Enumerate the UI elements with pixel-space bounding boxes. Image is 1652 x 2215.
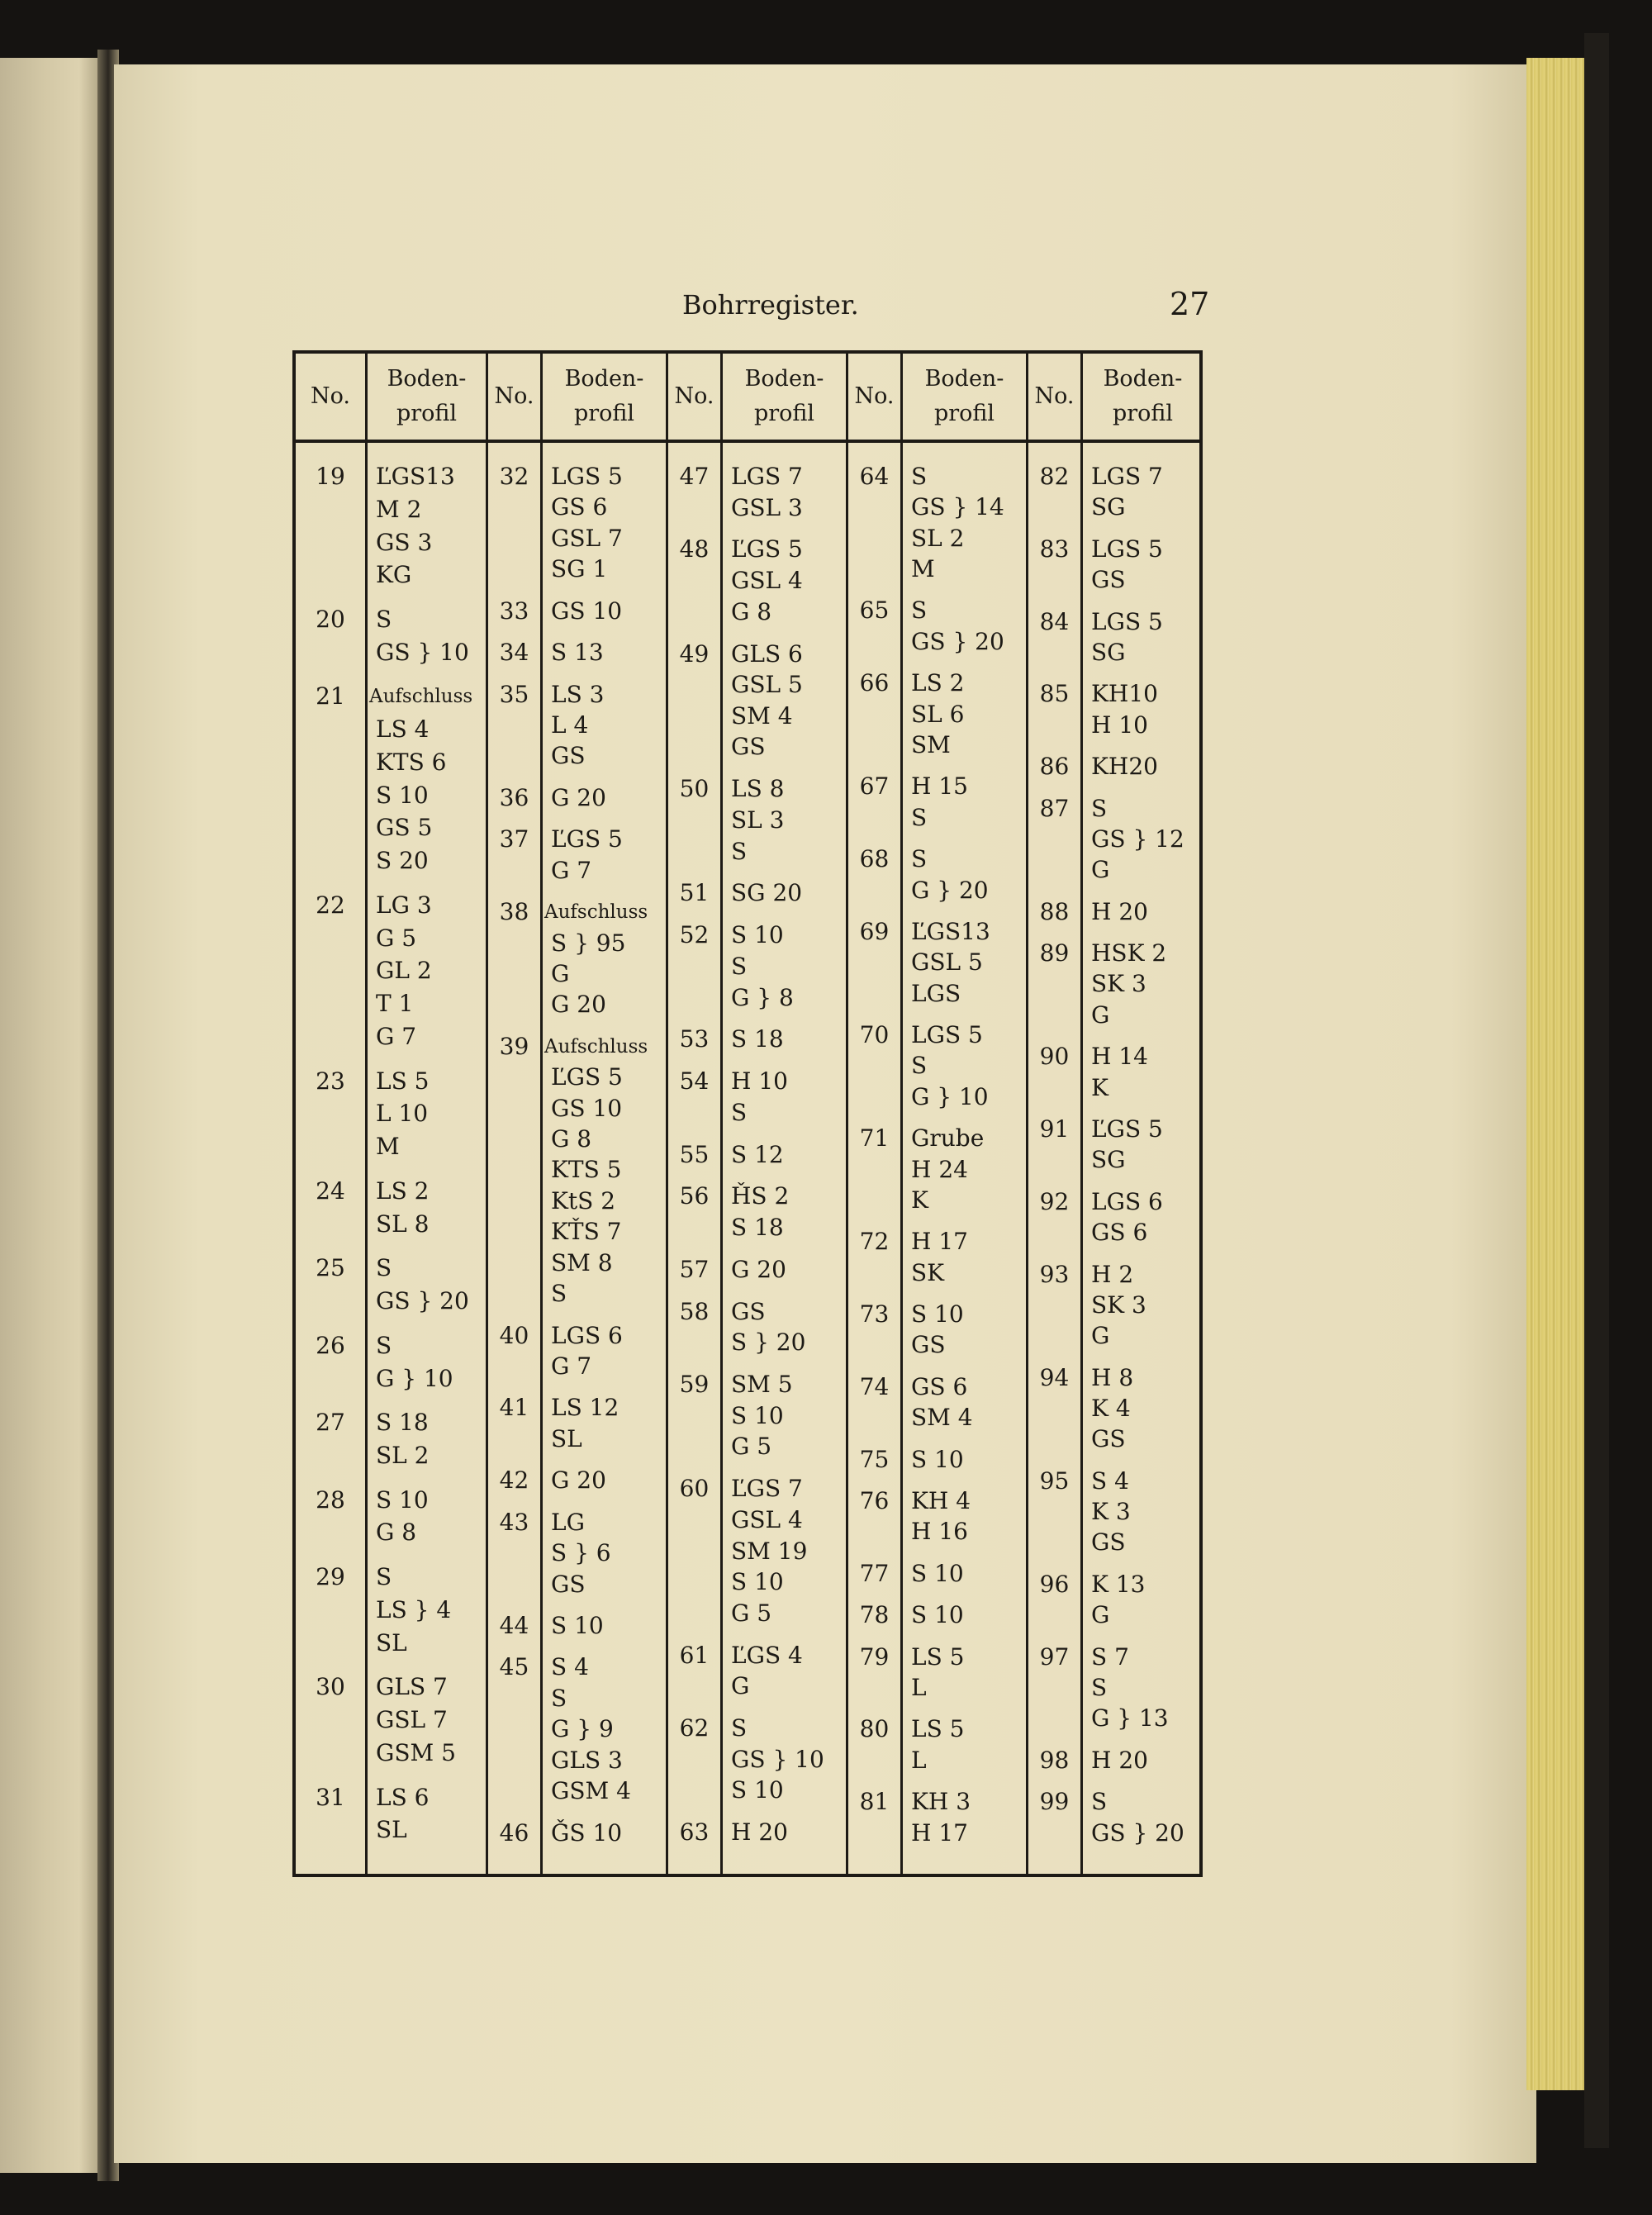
soil-profile-entry: LS 5 [376, 1067, 430, 1095]
soil-profile-entry: G [1091, 1322, 1110, 1350]
soil-profile-entry: S [1091, 1674, 1108, 1702]
column-rule [900, 354, 903, 1874]
soil-profile-entry: GSL 3 [731, 493, 803, 521]
soil-profile-entry: GS 10 [551, 597, 623, 625]
soil-profile-entry: G 7 [551, 856, 592, 884]
soil-profile-entry: HSK 2 [1091, 939, 1167, 967]
soil-profile-entry: S 10 [911, 1300, 964, 1329]
soil-profile-entry: GS [1091, 566, 1126, 594]
row-number: 73 [859, 1300, 890, 1329]
soil-profile-entry: LS 6 [376, 1783, 430, 1811]
row-number: 27 [316, 1409, 345, 1437]
soil-profile-entry: GSL 7 [551, 524, 623, 552]
row-number: 79 [859, 1642, 890, 1671]
row-number: 85 [1039, 680, 1070, 708]
soil-profile-entry: S [911, 845, 928, 873]
soil-profile-entry: LGS 5 [551, 463, 623, 490]
soil-profile-entry: SK [911, 1258, 945, 1286]
soil-profile-entry: G } 10 [376, 1364, 453, 1392]
soil-profile-entry: S [376, 1254, 392, 1282]
row-number: 55 [679, 1140, 710, 1168]
soil-profile-entry: S [911, 1052, 928, 1080]
soil-profile-entry: GLS 3 [551, 1746, 623, 1774]
soil-profile-entry: S 10 [731, 1776, 784, 1804]
soil-profile-entry: G [551, 960, 570, 987]
row-number: 69 [859, 917, 890, 945]
soil-profile-entry: Aufschluss [369, 686, 473, 708]
header-no: No. [494, 383, 534, 409]
row-number: 45 [499, 1653, 529, 1681]
soil-profile-entry: LGS 6 [1091, 1187, 1163, 1215]
soil-profile-entry: SL [551, 1424, 582, 1452]
soil-profile-entry: SK 3 [1091, 1290, 1146, 1319]
row-number: 84 [1039, 607, 1070, 635]
soil-profile-entry: G 20 [551, 1466, 606, 1495]
soil-profile-entry: GSM 4 [551, 1777, 631, 1805]
soil-profile-entry: LS } 4 [376, 1595, 452, 1623]
soil-profile-entry: G 8 [731, 597, 772, 625]
soil-profile-entry: S [376, 1331, 392, 1359]
row-number: 91 [1039, 1115, 1070, 1143]
soil-profile-entry: LS 12 [551, 1394, 620, 1422]
row-number: 76 [859, 1487, 890, 1515]
soil-profile-entry: SM 4 [911, 1404, 973, 1432]
row-number: 56 [679, 1182, 710, 1210]
row-number: 35 [499, 680, 529, 708]
row-number: 83 [1039, 535, 1070, 563]
soil-profile-entry: S 20 [376, 847, 429, 875]
row-number: 36 [499, 783, 529, 811]
row-number: 66 [859, 669, 890, 697]
soil-profile-entry: G } 9 [551, 1715, 614, 1743]
soil-profile-entry: SG 1 [551, 555, 608, 583]
soil-profile-entry: GSM 5 [376, 1738, 456, 1766]
row-number: 58 [679, 1297, 710, 1325]
soil-profile-entry: H 20 [1091, 897, 1148, 925]
row-number: 72 [859, 1228, 890, 1256]
soil-profile-entry: GS } 12 [1091, 825, 1184, 853]
soil-profile-entry: S 4 [1091, 1466, 1129, 1495]
row-number: 77 [859, 1559, 890, 1587]
soil-profile-entry: ĽGS 7 [731, 1475, 803, 1503]
soil-profile-entry: LGS 6 [551, 1321, 623, 1349]
soil-profile-entry: S 12 [731, 1140, 784, 1168]
soil-profile-entry: ǦS 10 [551, 1818, 623, 1847]
soil-profile-entry: SG 20 [731, 879, 803, 907]
soil-profile-entry: ĽGS 5 [551, 1063, 623, 1091]
soil-profile-entry: KH 4 [911, 1487, 971, 1515]
row-number: 64 [859, 463, 890, 490]
row-number: 57 [679, 1255, 710, 1283]
soil-profile-entry: L [911, 1746, 927, 1774]
soil-profile-entry: GSL 4 [731, 567, 803, 595]
soil-profile-entry: H 2 [1091, 1260, 1134, 1288]
soil-profile-entry: S 10 [731, 1401, 784, 1429]
row-number: 94 [1039, 1363, 1070, 1391]
soil-profile-entry: G 8 [551, 1125, 592, 1153]
soil-profile-entry: SG [1091, 638, 1126, 666]
row-number: 93 [1039, 1260, 1070, 1288]
column-rule [365, 354, 368, 1874]
row-number: 28 [316, 1485, 345, 1514]
soil-profile-entry: GS 6 [551, 493, 608, 521]
soil-profile-entry: H 20 [731, 1818, 788, 1847]
soil-profile-entry: G } 20 [911, 876, 989, 904]
soil-profile-entry: LS 5 [911, 1715, 965, 1743]
row-number: 37 [499, 825, 529, 853]
soil-profile-entry: SL 3 [731, 806, 785, 834]
soil-profile-entry: GS 3 [376, 528, 433, 556]
soil-profile-entry: T 1 [376, 990, 414, 1018]
soil-profile-entry: LGS 5 [911, 1021, 983, 1049]
bohrregister-table [292, 350, 1203, 1877]
row-number: 62 [679, 1714, 710, 1742]
soil-profile-entry: LS 8 [731, 775, 785, 803]
soil-profile-entry: S [911, 803, 928, 831]
soil-profile-entry: S 18 [731, 1025, 784, 1053]
soil-profile-entry: S [376, 1563, 392, 1591]
row-number: 59 [679, 1371, 710, 1399]
soil-profile-entry: GS [551, 1570, 586, 1598]
soil-profile-entry: GSL 5 [731, 671, 803, 699]
soil-profile-entry: SM [911, 730, 951, 758]
row-number: 34 [499, 639, 529, 667]
row-number: 22 [316, 891, 345, 919]
soil-profile-entry: ĽGS13 [376, 463, 455, 490]
soil-profile-entry: LS 2 [911, 669, 965, 697]
soil-profile-entry: H 20 [1091, 1746, 1148, 1774]
row-number: 47 [679, 463, 710, 490]
soil-profile-entry: ĽGS 5 [551, 825, 623, 853]
row-number: 90 [1039, 1043, 1070, 1071]
row-number: 81 [859, 1788, 890, 1816]
soil-profile-entry: KŤS 7 [551, 1218, 622, 1246]
row-number: 78 [859, 1601, 890, 1629]
row-number: 70 [859, 1021, 890, 1049]
soil-profile-entry: L [911, 1674, 927, 1702]
soil-profile-entry: SL 6 [911, 700, 965, 728]
row-number: 92 [1039, 1187, 1070, 1215]
soil-profile-entry: S 10 [911, 1445, 964, 1473]
soil-profile-entry: GSL 7 [376, 1706, 448, 1734]
soil-profile-entry: GSL 4 [731, 1505, 803, 1533]
soil-profile-entry: SG [1091, 493, 1126, 521]
column-rule [486, 354, 488, 1874]
row-number: 23 [316, 1067, 345, 1095]
row-number: 21 [316, 682, 345, 711]
soil-profile-entry: G 20 [551, 991, 606, 1019]
soil-profile-entry: SM 8 [551, 1248, 613, 1276]
soil-profile-entry: S 13 [551, 639, 604, 667]
soil-profile-entry: LGS 7 [1091, 463, 1163, 490]
page-number: 27 [1170, 286, 1210, 322]
soil-profile-entry: G [1091, 1601, 1110, 1629]
soil-profile-entry: GS } 14 [911, 493, 1004, 521]
soil-profile-entry: G 7 [551, 1352, 592, 1380]
soil-profile-entry: GS 10 [551, 1094, 623, 1122]
soil-profile-entry: LGS 5 [1091, 535, 1163, 563]
row-number: 38 [499, 898, 529, 926]
header-no: No. [674, 383, 714, 409]
soil-profile-entry: ĽGS 4 [731, 1641, 803, 1669]
soil-profile-entry: LS 4 [376, 715, 430, 744]
soil-profile-entry: GS [731, 1297, 766, 1325]
row-number: 61 [679, 1641, 710, 1669]
soil-profile-entry: H 17 [911, 1818, 968, 1847]
soil-profile-entry: S 10 [551, 1611, 604, 1639]
row-number: 39 [499, 1032, 529, 1060]
header-bodenprofil: Boden-profil [564, 366, 644, 426]
soil-profile-entry: LS 5 [911, 1642, 965, 1671]
row-number: 31 [316, 1783, 345, 1811]
soil-profile-entry: S 10 [731, 921, 784, 949]
soil-profile-entry: KTS 6 [376, 748, 447, 776]
header-rule [296, 440, 1199, 443]
soil-profile-entry: SM 5 [731, 1371, 793, 1399]
soil-profile-entry: H 17 [911, 1228, 968, 1256]
soil-profile-entry: S 10 [731, 1568, 784, 1596]
soil-profile-entry: G [731, 1672, 750, 1700]
soil-profile-entry: SL [376, 1628, 407, 1656]
left-page-edge [0, 58, 99, 2173]
row-number: 68 [859, 845, 890, 873]
soil-profile-entry: G [1091, 1001, 1110, 1029]
soil-profile-entry: S 7 [1091, 1642, 1129, 1671]
soil-profile-entry: GS [1091, 1528, 1126, 1557]
soil-profile-entry: KG [376, 561, 412, 589]
soil-profile-entry: S 18 [731, 1214, 784, 1242]
soil-profile-entry: SL 2 [911, 524, 965, 552]
soil-profile-entry: H 14 [1091, 1043, 1148, 1071]
soil-profile-entry: S [911, 597, 928, 625]
soil-profile-entry: H 10 [731, 1067, 788, 1096]
row-number: 71 [859, 1124, 890, 1153]
soil-profile-entry: H 8 [1091, 1363, 1134, 1391]
soil-profile-entry: K [1091, 1073, 1108, 1101]
header-no: No. [1034, 383, 1075, 409]
header-no: No. [854, 383, 895, 409]
soil-profile-entry: GS [551, 742, 586, 770]
row-number: 40 [499, 1321, 529, 1349]
page-edges [1526, 58, 1584, 2090]
soil-profile-entry: GLS 6 [731, 639, 803, 668]
row-number: 53 [679, 1025, 710, 1053]
soil-profile-entry: GS [911, 1331, 946, 1359]
soil-profile-entry: Grube [911, 1124, 985, 1153]
soil-profile-entry: G 5 [731, 1433, 772, 1461]
soil-profile-entry: SM 19 [731, 1537, 808, 1565]
row-number: 26 [316, 1331, 345, 1359]
soil-profile-entry: S [551, 1280, 567, 1308]
row-number: 98 [1039, 1746, 1070, 1774]
soil-profile-entry: S [731, 952, 748, 980]
header-no: No. [311, 383, 350, 409]
soil-profile-entry: LGS 5 [1091, 607, 1163, 635]
soil-profile-entry: K 3 [1091, 1498, 1131, 1526]
row-number: 42 [499, 1466, 529, 1495]
soil-profile-entry: S 4 [551, 1653, 589, 1681]
soil-profile-entry: GS [731, 733, 766, 761]
soil-profile-entry: SM 4 [731, 701, 793, 730]
soil-profile-entry: LGS 7 [731, 463, 803, 490]
soil-profile-entry: M 2 [376, 495, 422, 523]
soil-profile-entry: S 10 [376, 1485, 429, 1514]
soil-profile-entry: ĽGS 5 [1091, 1115, 1163, 1143]
row-number: 60 [679, 1475, 710, 1503]
soil-profile-entry: S [376, 605, 392, 633]
soil-profile-entry: H 15 [911, 772, 968, 801]
soil-profile-entry: M [376, 1133, 400, 1161]
soil-profile-entry: SG [1091, 1146, 1126, 1174]
soil-profile-entry: S 10 [911, 1559, 964, 1587]
soil-profile-entry: S } 6 [551, 1539, 611, 1567]
soil-profile-entry: GS } 10 [731, 1745, 824, 1773]
soil-profile-entry: S [911, 463, 928, 490]
column-rule [720, 354, 723, 1874]
row-number: 44 [499, 1611, 529, 1639]
soil-profile-entry: Aufschluss [544, 1035, 648, 1058]
row-number: 89 [1039, 939, 1070, 967]
row-number: 99 [1039, 1788, 1070, 1816]
cover-edge [1584, 33, 1609, 2148]
column-rule [540, 354, 543, 1874]
soil-profile-entry: KH 3 [911, 1788, 971, 1816]
soil-profile-entry: LG [551, 1508, 585, 1536]
soil-profile-entry: GLS 7 [376, 1673, 448, 1701]
row-number: 20 [316, 605, 345, 633]
soil-profile-entry: LGS [911, 979, 961, 1007]
row-number: 88 [1039, 897, 1070, 925]
row-number: 46 [499, 1818, 529, 1847]
soil-profile-entry: GS } 20 [376, 1287, 469, 1315]
soil-profile-entry: M [911, 555, 935, 583]
soil-profile-entry: G [1091, 856, 1110, 884]
soil-profile-entry: S [731, 1714, 748, 1742]
soil-profile-entry: KH20 [1091, 753, 1158, 781]
soil-profile-entry: SL 8 [376, 1210, 430, 1238]
soil-profile-entry: S [551, 1684, 567, 1712]
soil-profile-entry: GSL 5 [911, 948, 983, 977]
soil-profile-entry: G } 8 [731, 983, 794, 1011]
soil-profile-entry: GS } 20 [911, 627, 1004, 655]
soil-profile-entry: Aufschluss [544, 901, 648, 924]
soil-profile-entry: S } 20 [731, 1329, 806, 1357]
soil-profile-entry: GL 2 [376, 957, 432, 985]
soil-profile-entry: S [731, 1098, 748, 1126]
row-number: 49 [679, 639, 710, 668]
soil-profile-entry: GS 6 [1091, 1219, 1148, 1247]
row-number: 74 [859, 1372, 890, 1400]
soil-profile-entry: S [1091, 794, 1108, 822]
row-number: 80 [859, 1715, 890, 1743]
row-number: 24 [316, 1176, 345, 1205]
column-rule [1080, 354, 1083, 1874]
soil-profile-entry: LG 3 [376, 891, 432, 919]
soil-profile-entry: KH10 [1091, 680, 1158, 708]
running-head: Bohrregister. [682, 289, 859, 321]
soil-profile-entry: ĽGS13 [911, 917, 990, 945]
row-number: 32 [499, 463, 529, 490]
soil-profile-entry: LS 3 [551, 680, 605, 708]
row-number: 54 [679, 1067, 710, 1096]
soil-profile-entry: GS 6 [911, 1372, 968, 1400]
soil-profile-entry: S [1091, 1788, 1108, 1816]
row-number: 29 [316, 1563, 345, 1591]
soil-profile-entry: S 10 [911, 1601, 964, 1629]
row-number: 50 [679, 775, 710, 803]
soil-profile-entry: S [731, 837, 748, 865]
row-number: 97 [1039, 1642, 1070, 1671]
row-number: 33 [499, 597, 529, 625]
soil-profile-entry: LS 2 [376, 1176, 430, 1205]
soil-profile-entry: G 5 [376, 924, 417, 952]
soil-profile-entry: H 24 [911, 1155, 968, 1183]
soil-profile-entry: K 4 [1091, 1395, 1131, 1422]
row-number: 63 [679, 1818, 710, 1847]
soil-profile-entry: G } 13 [1091, 1704, 1169, 1733]
soil-profile-entry: ĽGS 5 [731, 535, 803, 563]
header-bodenprofil: Boden-profil [387, 366, 467, 426]
soil-profile-entry: G 20 [731, 1255, 786, 1283]
row-number: 52 [679, 921, 710, 949]
row-number: 67 [859, 772, 890, 801]
row-number: 25 [316, 1254, 345, 1282]
soil-profile-entry: KtS 2 [551, 1186, 616, 1214]
soil-profile-entry: L 4 [551, 711, 589, 739]
soil-profile-entry: K 13 [1091, 1570, 1146, 1598]
soil-profile-entry: G } 10 [911, 1082, 989, 1110]
soil-profile-entry: K [911, 1186, 928, 1214]
soil-profile-entry: H 16 [911, 1518, 968, 1546]
soil-profile-entry: S 10 [376, 781, 429, 809]
soil-profile-entry: L 10 [376, 1100, 429, 1128]
soil-profile-entry: G 20 [551, 783, 606, 811]
soil-profile-entry: SK 3 [1091, 970, 1146, 998]
soil-profile-entry: G 8 [376, 1519, 417, 1547]
row-number: 86 [1039, 753, 1070, 781]
row-number: 19 [316, 463, 345, 490]
soil-profile-entry: S 18 [376, 1409, 429, 1437]
soil-profile-entry: GS } 20 [1091, 1818, 1184, 1847]
soil-profile-entry: SL [376, 1816, 407, 1844]
soil-profile-entry: G 7 [376, 1022, 417, 1050]
soil-profile-entry: ȞS 2 [731, 1182, 790, 1210]
soil-profile-entry: H 10 [1091, 711, 1148, 739]
row-number: 30 [316, 1673, 345, 1701]
row-number: 87 [1039, 794, 1070, 822]
row-number: 95 [1039, 1466, 1070, 1495]
row-number: 41 [499, 1394, 529, 1422]
header-bodenprofil: Boden-profil [924, 366, 1004, 426]
row-number: 96 [1039, 1570, 1070, 1598]
row-number: 48 [679, 535, 710, 563]
row-number: 75 [859, 1445, 890, 1473]
header-bodenprofil: Boden-profil [744, 366, 824, 426]
row-number: 43 [499, 1508, 529, 1536]
soil-profile-entry: GS 5 [376, 814, 433, 842]
row-number: 65 [859, 597, 890, 625]
row-number: 82 [1039, 463, 1070, 490]
soil-profile-entry: KTS 5 [551, 1156, 622, 1184]
soil-profile-entry: SL 2 [376, 1441, 430, 1469]
soil-profile-entry: S } 95 [551, 929, 626, 957]
soil-profile-entry: GS } 10 [376, 638, 469, 666]
row-number: 51 [679, 879, 710, 907]
header-bodenprofil: Boden-profil [1103, 366, 1183, 426]
soil-profile-entry: GS [1091, 1425, 1126, 1453]
soil-profile-entry: G 5 [731, 1599, 772, 1627]
